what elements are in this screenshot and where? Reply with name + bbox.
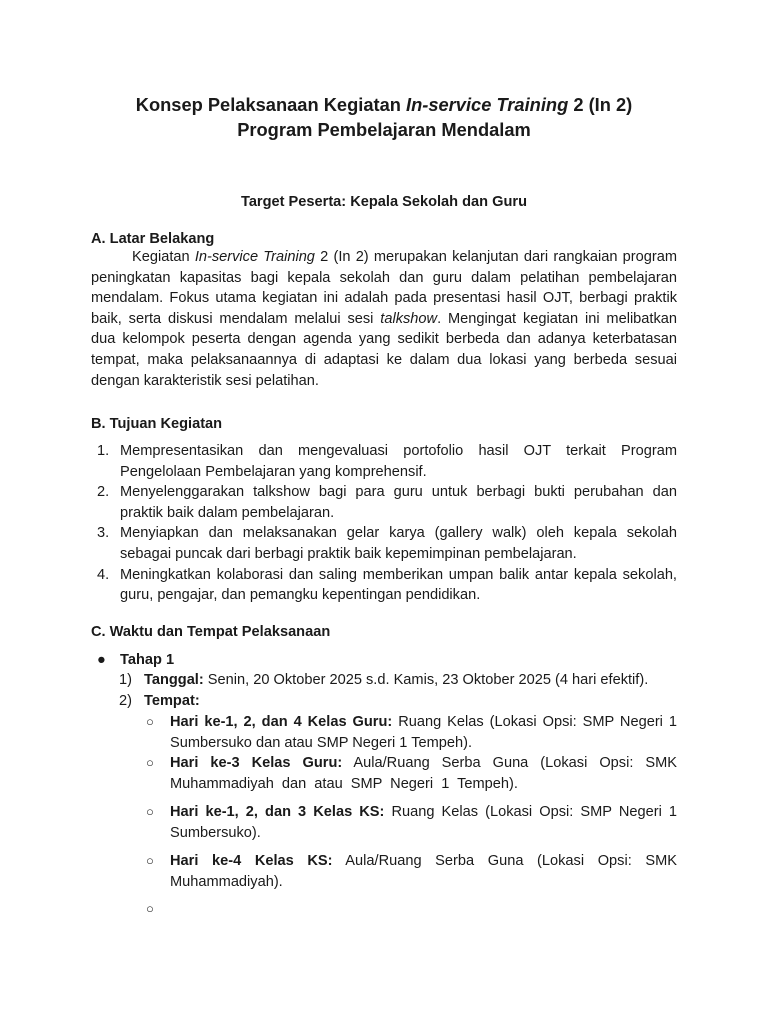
- list-item: 3. Menyiapkan dan melaksanakan gelar karya (gallery walk) oleh kepala sekolah sebagai puncak dari berbagi praktik baik kepemimpinan pembelajaran.: [97, 525, 677, 562]
- circle-bullet-icon: ○: [146, 804, 154, 819]
- tempat-item: 2) Tempat:: [119, 693, 200, 709]
- tanggal-item: 1) Tanggal: Senin, 20 Oktober 2025 s.d. Kamis, 23 Oktober 2025 (4 hari efektif).: [119, 672, 649, 688]
- title-line2: Program Pembelajaran Mendalam: [237, 119, 531, 140]
- circle-bullet-icon: ○: [146, 853, 154, 868]
- target-participants: Target Peserta: Kepala Sekolah dan Guru: [240, 194, 528, 210]
- place-item: ○ Hari ke-1, 2, dan 4 Kelas Guru: Ruang Kelas (Lokasi Opsi: SMP Negeri 1 Sumbersuko dan atau SMP Negeri 1 Tempeh).: [146, 714, 677, 751]
- section-a-heading: A. Latar Belakang: [91, 231, 215, 247]
- list-item: 2. Menyelenggarakan talkshow bagi para guru untuk berbagi bukti perubahan dan praktik baik dalam pembelajaran.: [97, 484, 677, 521]
- section-a-paragraph: Kegiatan In-service Training 2 (In 2) merupakan kelanjutan dari rangkaian program peningkatan kapasitas bagi kepala sekolah dan guru dalam pelatihan pembelajaran mendalam. Fokus utama kegiatan ini adalah pada presentasi hasil OJT, berbagi praktik baik, serta diskusi mendalam melalui sesi talkshow. Mengingat kegiatan ini melibatkan dua kelompok peserta dengan agenda yang sedikit berbeda dan adanya keterbatasan tempat, maka pelaksanaannya di adaptasi ke dalam dua lokasi yang berbeda sesuai dengan karakteristik sesi pelatihan.: [91, 249, 678, 389]
- bullet-icon: ●: [97, 652, 106, 668]
- list-item: 1. Mempresentasikan dan mengevaluasi portofolio hasil OJT terkait Program Pengelolaan Pembelajaran yang komprehensif.: [97, 443, 677, 480]
- circle-bullet-icon: ○: [146, 714, 154, 729]
- tahap-label: Tahap 1: [120, 652, 175, 668]
- objectives-list: [91, 441, 677, 606]
- document-title: [0, 92, 768, 142]
- tahap-bullet-item: [97, 650, 174, 670]
- list-item: 4. Meningkatkan kolaborasi dan saling memberikan umpan balik antar kepala sekolah, guru, pengajar, dan pemangku kepentingan pendidikan.: [97, 566, 677, 604]
- place-item: ○ Hari ke-3 Kelas Guru: Aula/Ruang Serba Guna (Lokasi Opsi: SMK Muhammadiyah dan atau SMP Negeri 1 Tempeh).: [146, 755, 677, 792]
- place-item: ○ Hari ke-4 Kelas KS: Aula/Ruang Serba Guna (Lokasi Opsi: SMK Muhammadiyah).: [146, 853, 677, 890]
- section-b-heading: B. Tujuan Kegiatan: [91, 416, 223, 432]
- circle-bullet-icon: ○: [146, 755, 154, 770]
- circle-bullet-icon: ○: [146, 901, 154, 916]
- place-item: ○ Hari ke-1, 2, dan 3 Kelas KS: Ruang Kelas (Lokasi Opsi: SMP Negeri 1 Sumbersuko).: [146, 804, 677, 841]
- title-line1: Konsep Pelaksanaan Kegiatan In-service Training 2 (In 2): [135, 94, 633, 115]
- section-c-heading: C. Waktu dan Tempat Pelaksanaan: [91, 624, 331, 640]
